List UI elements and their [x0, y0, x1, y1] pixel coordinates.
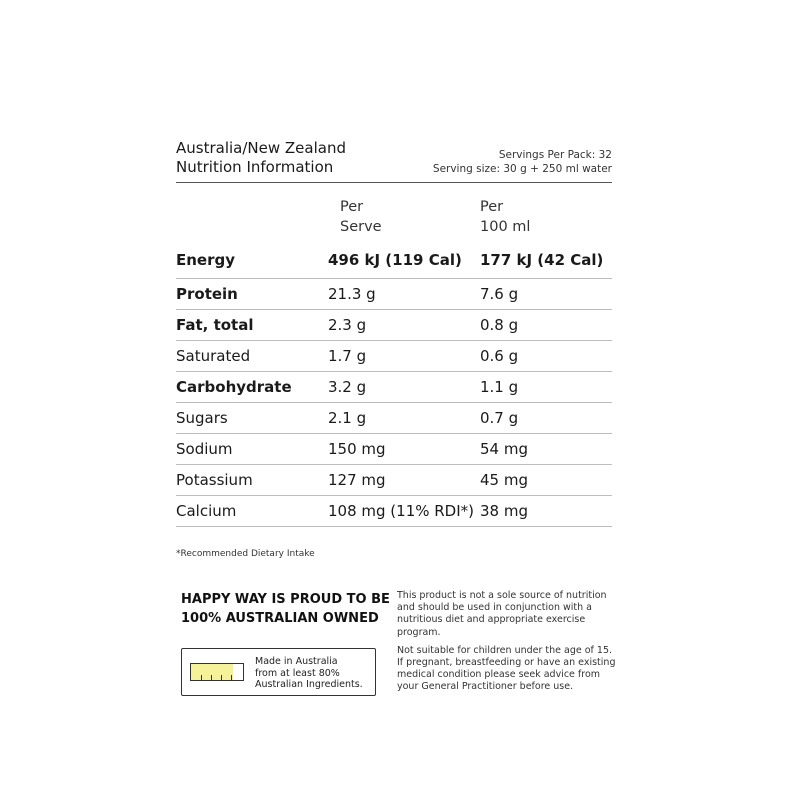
disclaimer-line: your General Practitioner before use.: [397, 681, 574, 693]
table-row: [176, 279, 612, 310]
australian-owned-statement: [181, 590, 390, 628]
per-100ml-value: 45 mg: [480, 471, 528, 489]
table-row: [176, 403, 612, 434]
disclaimer-line: If pregnant, breastfeeding or have an existing: [397, 657, 616, 669]
nutrient-name: Potassium: [176, 471, 253, 489]
table-row: [176, 465, 612, 496]
servings-per-pack: Servings Per Pack: 32: [498, 149, 612, 161]
disclaimer-line: Not suitable for children under the age of 15.: [397, 644, 613, 656]
column-header-per-100ml-line2: 100 ml: [480, 219, 531, 235]
nutrient-name: Calcium: [176, 502, 237, 520]
column-header-per-serve: [340, 197, 382, 237]
per-serve-value: 150 mg: [328, 440, 386, 458]
nutrient-name: Sugars: [176, 409, 228, 427]
nutrient-name: Sodium: [176, 440, 233, 458]
gauge-tick: [201, 675, 202, 680]
per-serve-value: 108 mg (11% RDI*): [328, 502, 475, 520]
rdi-footnote: *Recommended Dietary Intake: [176, 549, 315, 559]
table-row: [176, 310, 612, 341]
made-in-australia-badge: [181, 648, 376, 696]
australian-owned-line1: HAPPY WAY IS PROUD TO BE: [181, 592, 390, 607]
per-serve-value: 127 mg: [328, 471, 386, 489]
nutrient-name: Fat, total: [176, 316, 254, 334]
column-headers: [176, 183, 612, 249]
badge-line1: Made in Australia: [255, 656, 338, 667]
gauge-tick: [231, 675, 232, 680]
per-100ml-value: 0.7 g: [480, 409, 519, 427]
gauge-tick: [221, 675, 222, 680]
per-100ml-value: 1.1 g: [480, 378, 519, 396]
table-row: [176, 341, 612, 372]
per-serve-value: 1.7 g: [328, 347, 367, 365]
per-100ml-value: 177 kJ (42 Cal): [480, 251, 604, 269]
disclaimer-line: medical condition please seek advice from: [397, 669, 601, 681]
column-header-per-serve-line1: Per: [340, 199, 364, 215]
disclaimer-line: program.: [397, 626, 441, 638]
per-100ml-value: 54 mg: [480, 440, 528, 458]
panel-title-line1: Australia/New Zealand: [176, 139, 346, 157]
table-row: [176, 434, 612, 465]
disclaimer-line: nutritious diet and appropriate exercise: [397, 614, 586, 626]
table-row: [176, 496, 612, 527]
disclaimer: [397, 590, 617, 694]
column-header-per-100ml: [480, 197, 530, 237]
gauge-tick: [211, 675, 212, 680]
badge-line3: Australian Ingredients.: [255, 679, 363, 690]
disclaimer-paragraph-1: [397, 590, 617, 639]
table-row: [176, 372, 612, 403]
badge-text: [255, 656, 363, 691]
nutrient-name: Carbohydrate: [176, 378, 292, 396]
per-serve-value: 3.2 g: [328, 378, 367, 396]
per-serve-value: 21.3 g: [328, 285, 376, 303]
nutrition-panel: [176, 136, 612, 527]
per-serve-value: 2.3 g: [328, 316, 367, 334]
disclaimer-line: This product is not a sole source of nutrition: [397, 590, 607, 601]
column-header-per-100ml-line1: Per: [480, 199, 504, 215]
per-100ml-value: 38 mg: [480, 502, 528, 520]
serving-size: Serving size: 30 g + 250 ml water: [432, 163, 612, 175]
per-serve-value: 2.1 g: [328, 409, 367, 427]
badge-line2: from at least 80%: [255, 667, 340, 679]
table-row: [176, 249, 612, 279]
per-100ml-value: 0.8 g: [480, 316, 519, 334]
nutrient-name: Protein: [176, 285, 238, 303]
australian-ingredients-gauge: [190, 663, 244, 681]
per-100ml-value: 7.6 g: [480, 285, 519, 303]
panel-title-line2: Nutrition Information: [176, 158, 334, 176]
australian-owned-line2: 100% AUSTRALIAN OWNED: [181, 611, 379, 626]
per-100ml-value: 0.6 g: [480, 347, 519, 365]
column-header-per-serve-line2: Serve: [340, 219, 382, 235]
panel-header: [176, 136, 612, 183]
nutrient-name: Saturated: [176, 347, 251, 365]
disclaimer-line: and should be used in conjunction with a: [397, 602, 593, 614]
disclaimer-paragraph-2: [397, 645, 617, 694]
nutrient-name: Energy: [176, 251, 236, 269]
per-serve-value: 496 kJ (119 Cal): [328, 251, 462, 269]
